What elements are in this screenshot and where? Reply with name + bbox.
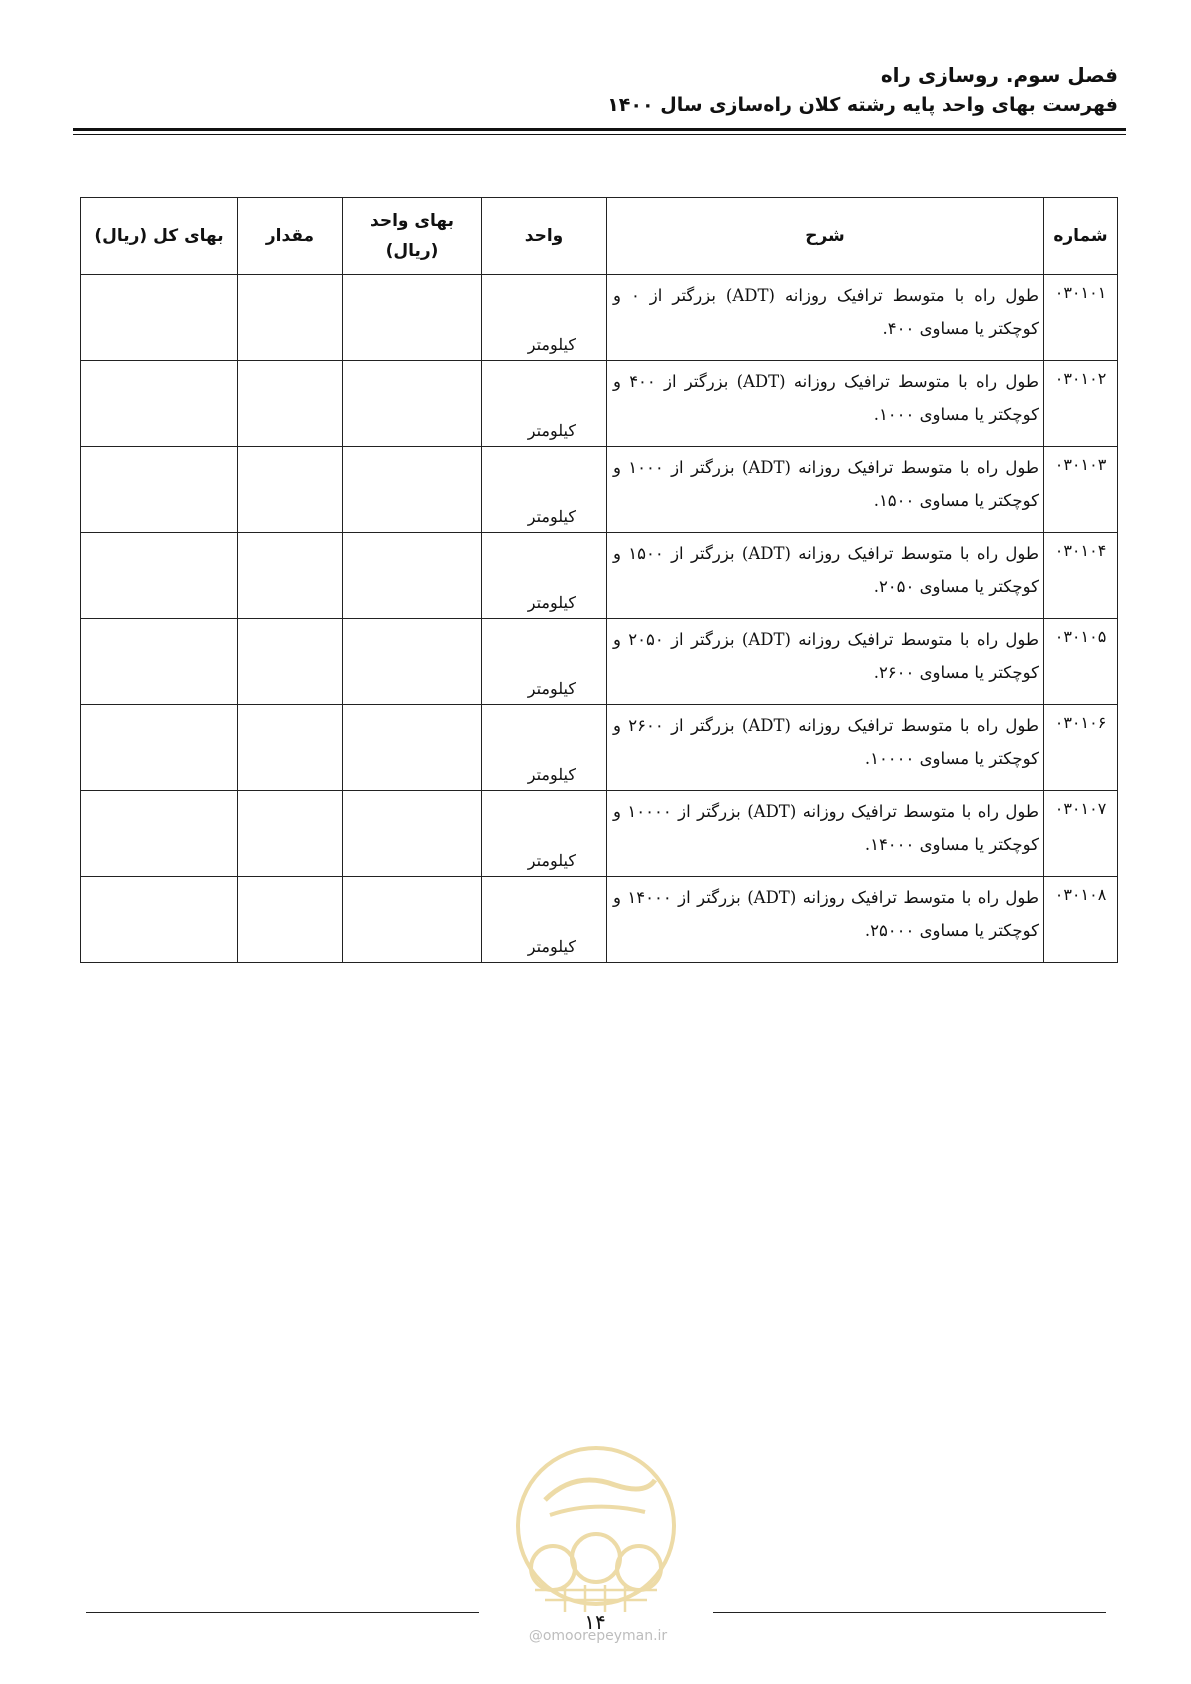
row-total-price: [81, 533, 238, 619]
row-unit: کیلومتر: [482, 877, 607, 963]
row-quantity: [238, 447, 343, 533]
row-unit-price: [343, 619, 482, 705]
row-description: طول راه با متوسط ترافیک روزانه (ADT) بزرگتر از ۲۰۵۰ و کوچکتر یا مساوی ۲۶۰۰.: [607, 619, 1044, 705]
row-total-price: [81, 619, 238, 705]
footer-rule-right: [713, 1612, 1106, 1613]
row-total-price: [81, 361, 238, 447]
price-list-table: [80, 197, 1118, 963]
header-rule-thick: [73, 128, 1126, 131]
row-code: ۰۳۰۱۰۵: [1044, 619, 1118, 705]
row-unit-price: [343, 705, 482, 791]
row-unit-price: [343, 791, 482, 877]
row-unit: کیلومتر: [482, 361, 607, 447]
header-rule-thin: [73, 134, 1126, 135]
row-unit: کیلومتر: [482, 705, 607, 791]
row-unit-price: [343, 533, 482, 619]
row-total-price: [81, 705, 238, 791]
row-quantity: [238, 619, 343, 705]
col-header-total-price: بهای کل (ریال): [81, 198, 238, 275]
row-unit: کیلومتر: [482, 447, 607, 533]
table-row: [81, 791, 1118, 877]
row-unit-price: [343, 877, 482, 963]
table-row: [81, 361, 1118, 447]
row-unit: کیلومتر: [482, 791, 607, 877]
table-row: [81, 447, 1118, 533]
row-unit: کیلومتر: [482, 275, 607, 361]
table-row: [81, 705, 1118, 791]
row-code: ۰۳۰۱۰۳: [1044, 447, 1118, 533]
row-description: طول راه با متوسط ترافیک روزانه (ADT) بزرگتر از ۲۶۰۰ و کوچکتر یا مساوی ۱۰۰۰۰.: [607, 705, 1044, 791]
row-quantity: [238, 877, 343, 963]
watermark-site-text: @omoorepeyman.ir: [528, 1628, 668, 1644]
footer-rule-left: [86, 1612, 479, 1613]
row-unit-price: [343, 361, 482, 447]
row-description: طول راه با متوسط ترافیک روزانه (ADT) بزرگتر از ۱۰۰۰ و کوچکتر یا مساوی ۱۵۰۰.: [607, 447, 1044, 533]
page-number: ۱۴: [584, 1610, 606, 1634]
row-quantity: [238, 705, 343, 791]
row-description: طول راه با متوسط ترافیک روزانه (ADT) بزرگتر از ۱۴۰۰۰ و کوچکتر یا مساوی ۲۵۰۰۰.: [607, 877, 1044, 963]
row-code: ۰۳۰۱۰۴: [1044, 533, 1118, 619]
row-description: طول راه با متوسط ترافیک روزانه (ADT) بزرگتر از ۴۰۰ و کوچکتر یا مساوی ۱۰۰۰.: [607, 361, 1044, 447]
row-description: طول راه با متوسط ترافیک روزانه (ADT) بزرگتر از ۱۵۰۰ و کوچکتر یا مساوی ۲۰۵۰.: [607, 533, 1044, 619]
table-row: [81, 533, 1118, 619]
row-quantity: [238, 791, 343, 877]
col-header-description: شرح: [607, 198, 1044, 275]
table-row: [81, 877, 1118, 963]
table-row: [81, 275, 1118, 361]
row-code: ۰۳۰۱۰۷: [1044, 791, 1118, 877]
row-unit: کیلومتر: [482, 533, 607, 619]
chapter-title: فصل سوم. روسازی راه: [880, 63, 1118, 87]
col-header-unit-price: بهای واحد (ریال): [343, 198, 482, 275]
col-header-code: شماره: [1044, 198, 1118, 275]
page-header: [607, 60, 1118, 120]
row-code: ۰۳۰۱۰۲: [1044, 361, 1118, 447]
row-unit: کیلومتر: [482, 619, 607, 705]
row-total-price: [81, 447, 238, 533]
row-unit-price: [343, 275, 482, 361]
row-code: ۰۳۰۱۰۶: [1044, 705, 1118, 791]
row-total-price: [81, 791, 238, 877]
table-header-row: [81, 198, 1118, 275]
row-total-price: [81, 877, 238, 963]
row-description: طول راه با متوسط ترافیک روزانه (ADT) بزرگتر از ۱۰۰۰۰ و کوچکتر یا مساوی ۱۴۰۰۰.: [607, 791, 1044, 877]
row-quantity: [238, 275, 343, 361]
table-row: [81, 619, 1118, 705]
col-header-unit: واحد: [482, 198, 607, 275]
col-header-quantity: مقدار: [238, 198, 343, 275]
row-description: طول راه با متوسط ترافیک روزانه (ADT) بزرگتر از ۰ و کوچکتر یا مساوی ۴۰۰.: [607, 275, 1044, 361]
row-quantity: [238, 533, 343, 619]
row-code: ۰۳۰۱۰۱: [1044, 275, 1118, 361]
row-unit-price: [343, 447, 482, 533]
watermark-logo: [505, 1440, 687, 1622]
row-quantity: [238, 361, 343, 447]
row-code: ۰۳۰۱۰۸: [1044, 877, 1118, 963]
document-title: فهرست بهای واحد پایه رشته کلان راه‌سازی سال ۱۴۰۰: [607, 94, 1118, 116]
row-total-price: [81, 275, 238, 361]
